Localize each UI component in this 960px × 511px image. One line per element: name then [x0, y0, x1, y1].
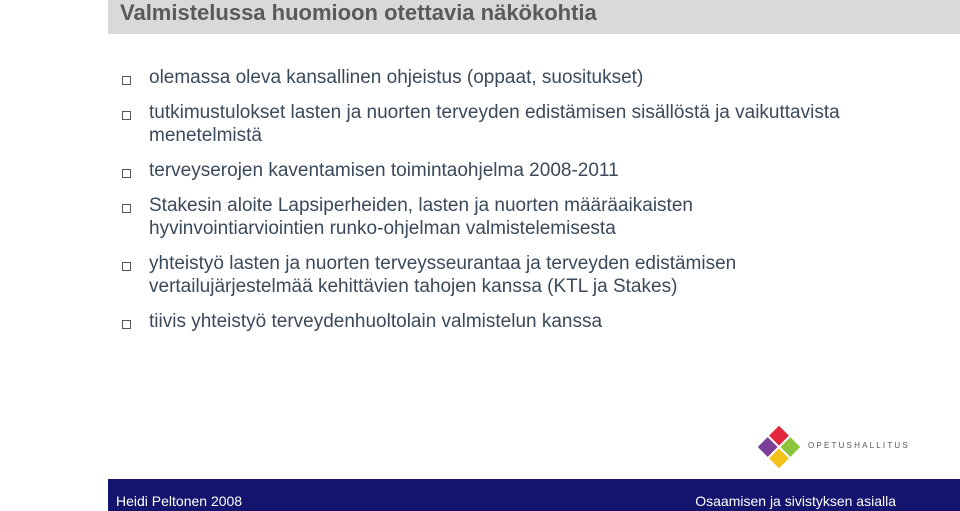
square-bullet-icon	[122, 204, 131, 213]
square-bullet-icon	[122, 111, 131, 120]
square-bullet-icon	[122, 169, 131, 178]
list-item-text: terveyserojen kaventamisen toimintaohjelma 2008-2011	[149, 160, 619, 181]
list-item	[122, 252, 842, 298]
list-item	[122, 101, 842, 147]
slide-title: Valmistelussa huomioon otettavia näkökohtia	[120, 0, 597, 25]
list-item	[122, 310, 842, 333]
footer-bar	[108, 479, 960, 511]
square-bullet-icon	[122, 76, 131, 85]
list-item-text: Stakesin aloite Lapsiperheiden, lasten ja nuorten määräaikaisten hyvinvointiarviointien runko-ohjelman valmistelemisesta	[149, 195, 693, 239]
list-item-text: yhteistyö lasten ja nuorten terveysseurantaa ja terveyden edistämisen vertailujärjestelmää kehittävien tahojen kanssa (KTL ja Stakes)	[149, 253, 737, 297]
footer-author: Heidi Peltonen 2008	[116, 493, 243, 509]
list-item-text: tutkimustulokset lasten ja nuorten terveyden edistämisen sisällöstä ja vaikuttavista menetelmistä	[149, 102, 840, 146]
footer-slogan: Osaamisen ja sivistyksen asialla	[695, 493, 896, 509]
logo-text: OPETUSHALLITUS	[808, 441, 910, 450]
list-item	[122, 66, 842, 89]
opetushallitus-logo-icon	[756, 424, 802, 470]
square-bullet-icon	[122, 262, 131, 271]
list-item	[122, 194, 842, 240]
bullet-list	[122, 66, 842, 345]
list-item-text: olemassa oleva kansallinen ohjeistus (oppaat, suositukset)	[149, 67, 644, 88]
square-bullet-icon	[122, 320, 131, 329]
list-item-text: tiivis yhteistyö terveydenhuoltolain valmistelun kanssa	[149, 311, 603, 332]
list-item	[122, 159, 842, 182]
